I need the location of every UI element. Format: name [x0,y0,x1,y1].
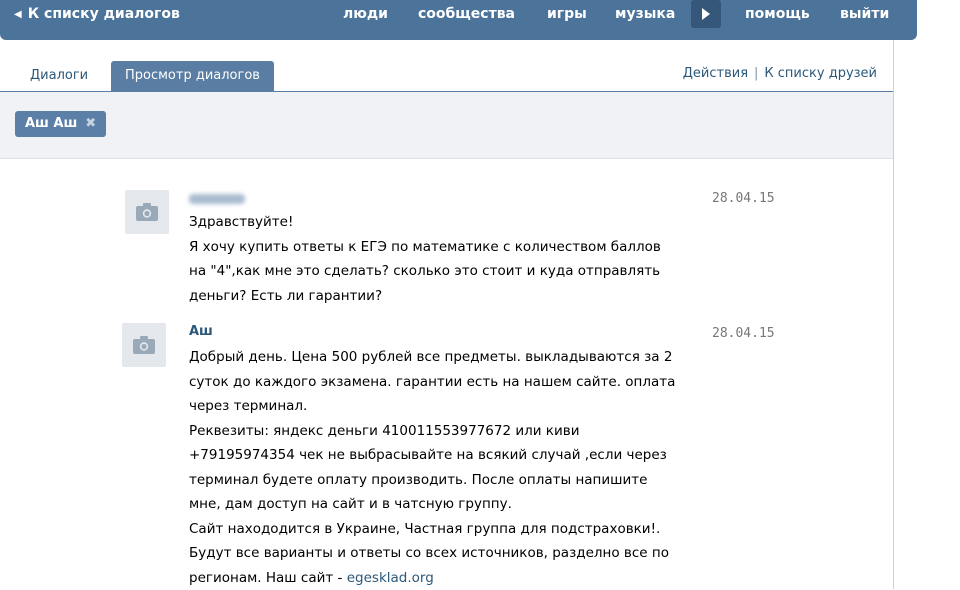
tabs-row [0,40,893,92]
message-item [0,180,893,310]
participant-chip-label: Аш Аш [25,116,77,131]
participant-filter-bar [0,92,893,159]
camera-icon [136,203,158,221]
message-line: Добрый день. Цена 500 рублей все предметы. выкладываются за 2 [189,345,675,370]
message-line: Я хочу купить ответы к ЕГЭ по математике с количеством баллов [189,235,661,260]
message-date: 28.04.15 [712,326,775,341]
actions-link[interactable]: Действия [683,66,748,81]
message-line: Будут все варианты и ответы со всех источников, разделно все по [189,541,675,566]
message-item [0,315,893,589]
message-last-line [189,566,675,590]
friends-list-link[interactable]: К списку друзей [764,66,877,81]
back-to-dialogs-label: К списку диалогов [28,6,180,22]
message-line: Сайт находодится в Украине, Частная группа для подстраховки!. [189,517,675,542]
message-author-blurred[interactable] [189,194,245,204]
message-line: Здравствуйте! [189,210,661,235]
message-author[interactable]: Аш [189,324,213,339]
nav-communities[interactable]: сообщества [418,4,515,24]
message-text [189,345,675,590]
message-line: на "4",как мне это сделать? сколько это стоит и куда отправлять [189,259,661,284]
nav-logout[interactable]: выйти [840,4,889,24]
tab-dialogs[interactable]: Диалоги [16,61,102,91]
nav-games[interactable]: игры [547,4,587,24]
camera-icon [133,336,155,354]
message-text [189,210,661,308]
message-line-text: регионам. Наш сайт - [189,570,347,586]
remove-icon[interactable]: ✖ [85,116,96,131]
message-date: 28.04.15 [712,191,775,206]
nav-people[interactable]: люди [343,4,388,24]
site-link[interactable]: egesklad.org [347,570,434,586]
top-navigation-bar [0,0,917,40]
message-line: суток до каждого экзамена. гарантии есть на нашем сайте. оплата [189,370,675,395]
avatar[interactable] [125,190,169,234]
message-line: деньги? Есть ли гарантии? [189,284,661,309]
message-line: Реквезиты: яндекс деньги 410011553977672 или киви [189,419,675,444]
chevron-left-icon: ◀ [14,9,22,20]
dialogs-panel [0,40,894,589]
music-play-button[interactable] [691,0,721,28]
play-icon [701,7,711,21]
actions-separator: | [754,66,758,81]
participant-chip[interactable] [15,111,106,137]
message-line: +79195974354 чек не выбрасывайте на всякий случай ,если через [189,443,675,468]
message-line: через терминал. [189,394,675,419]
back-to-dialogs-link[interactable] [14,4,180,24]
tab-view-dialogs[interactable]: Просмотр диалогов [111,61,274,91]
message-line: терминал будете оплату производить. После оплаты напишите [189,468,675,493]
message-line: мне, дам доступ на сайт и в чатсную группу. [189,492,675,517]
nav-help[interactable]: помощь [745,4,810,24]
avatar[interactable] [122,323,166,367]
actions-links [683,66,877,81]
nav-music[interactable]: музыка [615,4,675,24]
